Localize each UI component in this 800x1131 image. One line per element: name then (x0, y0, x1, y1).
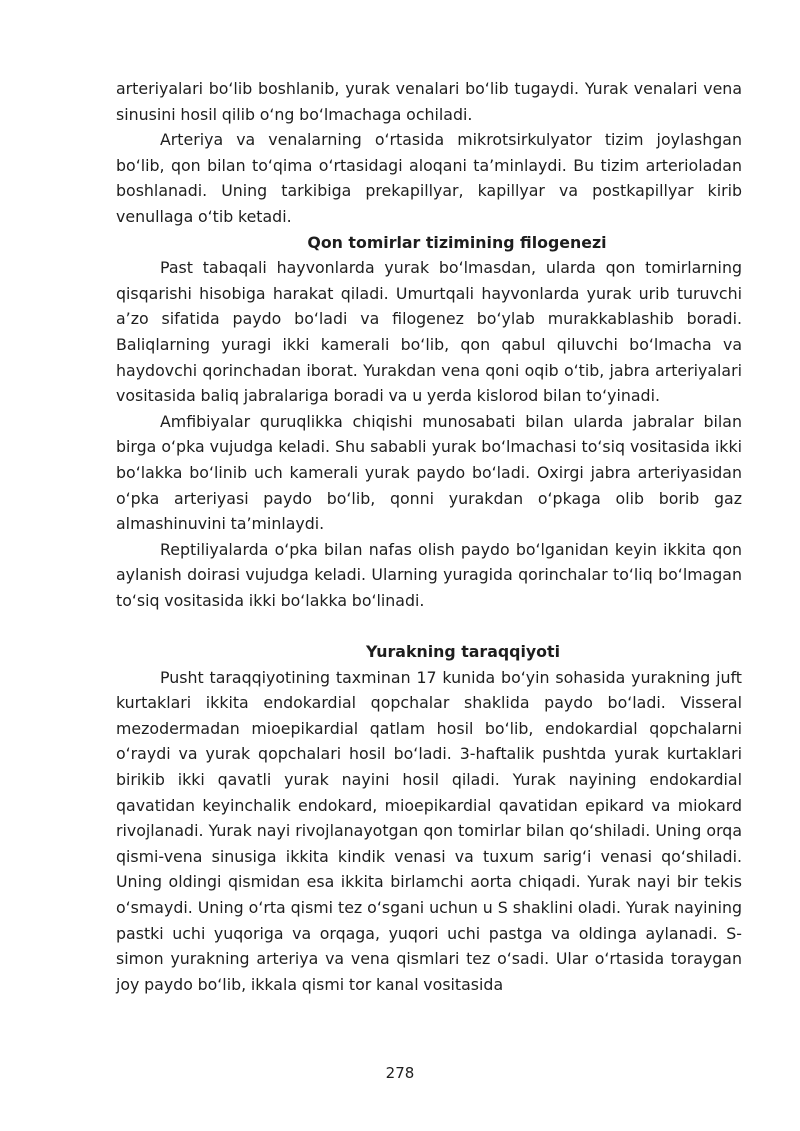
page-number: 278 (385, 1064, 415, 1082)
section-heading-heart-development: Yurakning taraqqiyoti (365, 642, 560, 662)
section-heading-phylogeny: Qon tomirlar tizimining filogenezi (307, 232, 607, 252)
paragraph-amphibians: Amfibiyalar quruqlikka chiqishi munosabati bilan ularda jabralar bilan birga o‘pka vujudga keladi. Shu sababli yurak bo‘lmachasi to‘siq vositasida ikki bo‘lakka bo‘linib uch kamerali yurak paydo bo‘ladi. Oxirgi jabra arteriyasidan o‘pka arteriyasi paydo bo‘lib, qonni yurakdan o‘pkaga olib borib gaz almashinuvini ta’minlaydi. (116, 411, 742, 534)
page-body (116, 76, 742, 997)
paragraph-embryo-heart: Pusht taraqqiyotining taxminan 17 kunida bo‘yin sohasida yurakning juft kurtaklari ikkita endokardial qopchalar shaklida paydo bo‘ladi. Visseral mezodermadan mioepikardial qatlam hosil bo‘lib, endokardial qopchalarni o‘raydi va yurak qopchalari hosil bo‘ladi. 3-haftalik pushtda yurak kurtaklari birikib ikki qavatli yurak nayini hosil qiladi. Yurak nayining endokardial qavatidan keyinchalik endokard, mioepikardial qavatidan epikard va miokard rivojlanadi. Yurak nayi rivojlanayotgan qon tomirlar bilan qo‘shiladi. Uning orqa qismi-vena sinusiga ikkita kindik venasi va tuxum sarig‘i venasi qo‘shiladi. Uning oldingi qismidan esa ikkita birlamchi aorta chiqadi. Yurak nayi bir tekis o‘smaydi. Uning o‘rta qismi tez o‘sgani uchun u S shaklini oladi. Yurak nayining pastki uchi yuqoriga va orqaga, yuqori uchi pastga va oldinga aylanadi. S-simon yurakning arteriya va vena qismlari tez o‘sadi. Ular o‘rtasida toraygan joy paydo bo‘lib, ikkala qismi tor kanal vositasida (116, 667, 742, 994)
paragraph-reptiles: Reptiliyalarda o‘pka bilan nafas olish paydo bo‘lganidan keyin ikkita qon aylanish doirasi vujudga keladi. Ularning yuragida qorinchalar to‘liq bo‘lmagan to‘siq vositasida ikki bo‘lakka bo‘linadi. (116, 539, 742, 610)
paragraph-lower-animals: Past tabaqali hayvonlarda yurak bo‘lmasdan, ularda qon tomirlarning qisqarishi hisobiga harakat qiladi. Umurtqali hayvonlarda yurak urib turuvchi a’zo sifatida paydo bo‘ladi va filogenez bo‘ylab murakkablashib boradi. Baliqlarning yuragi ikki kamerali bo‘lib, qon qabul qiluvchi bo‘lmacha va haydovchi qorinchadan iborat. Yurakdan vena qoni oqib o‘tib, jabra arteriyalari vositasida baliq jabralariga boradi va u yerda kislorod bilan to‘yinadi. (116, 258, 742, 406)
paragraph-continued: arteriyalari bo‘lib boshlanib, yurak venalari bo‘lib tugaydi. Yurak venalari vena sinusini hosil qilib o‘ng bo‘lmachaga ochiladi. (116, 79, 742, 124)
paragraph-microcirculation: Arteriya va venalarning o‘rtasida mikrotsirkulyator tizim joylashgan bo‘lib, qon bilan to‘qima o‘rtasidagi aloqani ta’minlaydi. Bu tizim arterioladan boshlanadi. Uning tarkibiga prekapillyar, kapillyar va postkapillyar kirib venullaga o‘tib ketadi. (116, 130, 742, 226)
